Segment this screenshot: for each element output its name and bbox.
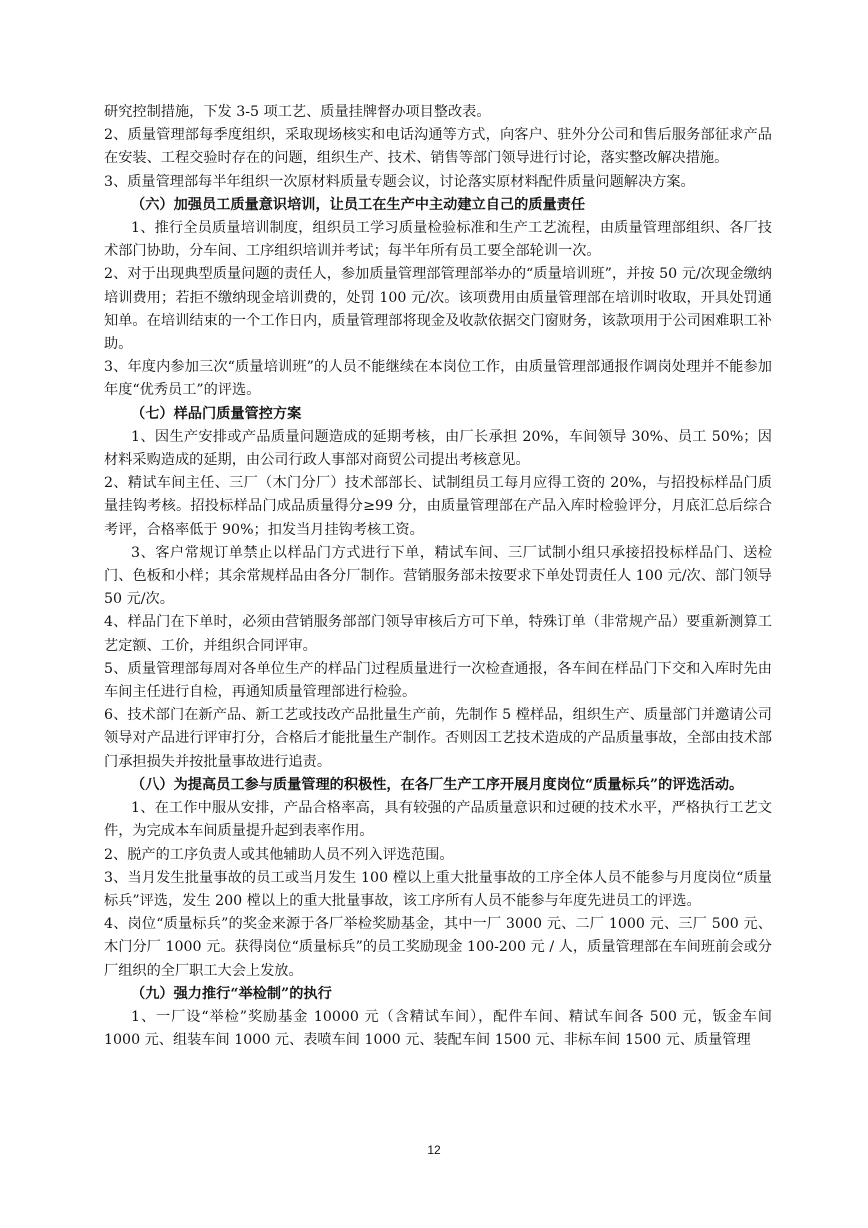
- paragraph: 研究控制措施，下发 3-5 项工艺、质量挂牌督办项目整改表。: [104, 104, 491, 120]
- section-heading: （九）强力推行“举检制”的执行: [131, 985, 332, 1002]
- paragraph: 1、因生产安排或产品质量问题造成的延期考核，由厂长承担 20%，车间领导 30%、员工 50%；因材料采购造成的延期，由公司行政人事部对商贸公司提出考核意见。: [104, 428, 772, 469]
- section-heading: （六）加强员工质量意识培训，让员工在生产中主动建立自己的质量责任: [131, 196, 586, 213]
- paragraph: 1、推行全员质量培训制度，组织员工学习质量检验标准和生产工艺流程，由质量管理部组织、各厂技术部门协助，分车间、工序组织培训并考试；每半年所有员工要全部轮训一次。: [104, 220, 772, 260]
- paragraph: 3、当月发生批量事故的员工或当月发生 100 樘以上重大批量事故的工序全体人员不能参与月度岗位“质量标兵”评选，发生 200 樘以上的重大批量事故，该工序所有人员不能参与年度先进员工的评选。: [104, 869, 772, 909]
- paragraph: 2、脱产的工序负责人或其他辅助人员不列入评选范围。: [104, 846, 454, 863]
- paragraph: 3、年度内参加三次“质量培训班”的人员不能继续在本岗位工作，由质量管理部通报作调岗处理并不能参加年度“优秀员工”的评选。: [104, 359, 772, 399]
- section-heading: （八）为提高员工参与质量管理的积极性，在各厂生产工序开展月度岗位“质量标兵”的评选活动。: [131, 776, 744, 793]
- page-number: 12: [427, 1143, 441, 1157]
- paragraph: 4、样品门在下单时，必须由营销服务部部门领导审核后方可下单，特殊订单（非常规产品）要重新测算工艺定额、工价，并组织合同评审。: [104, 614, 772, 654]
- paragraph: 4、岗位“质量标兵”的奖金来源于各厂举检奖励基金，其中一厂 3000 元、二厂 1000 元、三厂 500 元、木门分厂 1000 元。获得岗位“质量标兵”的员工奖励现金 100-200 元 / 人，质量管理部在车间班前会或分厂组织的全厂职工大会上发放。: [104, 916, 772, 979]
- paragraph: 3、质量管理部每半年组织一次原材料质量专题会议，讨论落实原材料配件质量问题解决方案。: [104, 173, 695, 190]
- paragraph: 6、技术部门在新产品、新工艺或技改产品批量生产前，先制作 5 樘样品，组织生产、质量部门并邀请公司领导对产品进行评审打分，合格后才能批量生产制作。否则因工艺技术造成的产品质量事故，全部由技术部门承担损失并按批量事故进行追责。: [104, 707, 772, 770]
- paragraph: 3、客户常规订单禁止以样品门方式进行下单，精试车间、三厂试制小组只承接招投标样品门、送检门、色板和小样；其余常规样品由各分厂制作。营销服务部未按要求下单处罚责任人 100 元/次、部门领导 50 元/次。: [104, 544, 772, 608]
- paragraph: 1、一厂设“举检”奖励基金 10000 元（含精试车间），配件车间、精试车间各 500 元，钣金车间 1000 元、组装车间 1000 元、表喷车间 1000 元、装配车间 1500 元、非标车间 1500 元、质量管理: [104, 1008, 772, 1049]
- paragraph: 2、质量管理部每季度组织，采取现场核实和电话沟通等方式，向客户、驻外分公司和售后服务部征求产品在安装、工程交验时存在的问题，组织生产、技术、销售等部门领导进行讨论，落实整改解决措施。: [104, 127, 772, 167]
- paragraph: 5、质量管理部每周对各单位生产的样品门过程质量进行一次检查通报，各车间在样品门下交和入库时先由车间主任进行自检，再通知质量管理部进行检验。: [104, 660, 772, 701]
- paragraph: 2、对于出现典型质量问题的责任人，参加质量管理部管理部举办的“质量培训班”，并按 50 元/次现金缴纳培训费用；若拒不缴纳现金培训费的，处罚 100 元/次。该项费用由质量管理部在培训时收取，开具处罚通知单。在培训结束的一个工作日内，质量管理部将现金及收款依据交门窗财务，该款项用于公司困难职工补助。: [104, 266, 772, 353]
- paragraph: 1、在工作中服从安排，产品合格率高，具有较强的产品质量意识和过硬的技术水平，严格执行工艺文件，为完成本车间质量提升起到表率作用。: [104, 800, 772, 840]
- section-heading: （七）样品门质量管控方案: [131, 405, 302, 422]
- document-body: [104, 101, 772, 1052]
- paragraph: 2、精试车间主任、三厂（木门分厂）技术部部长、试制组员工每月应得工资的 20%，与招投标样品门质量挂钩考核。招投标样品门成品质量得分≥99 分，由质量管理部在产品入库时检验评分，月底汇总后综合考评，合格率低于 90%；扣发当月挂钩考核工资。: [104, 475, 772, 538]
